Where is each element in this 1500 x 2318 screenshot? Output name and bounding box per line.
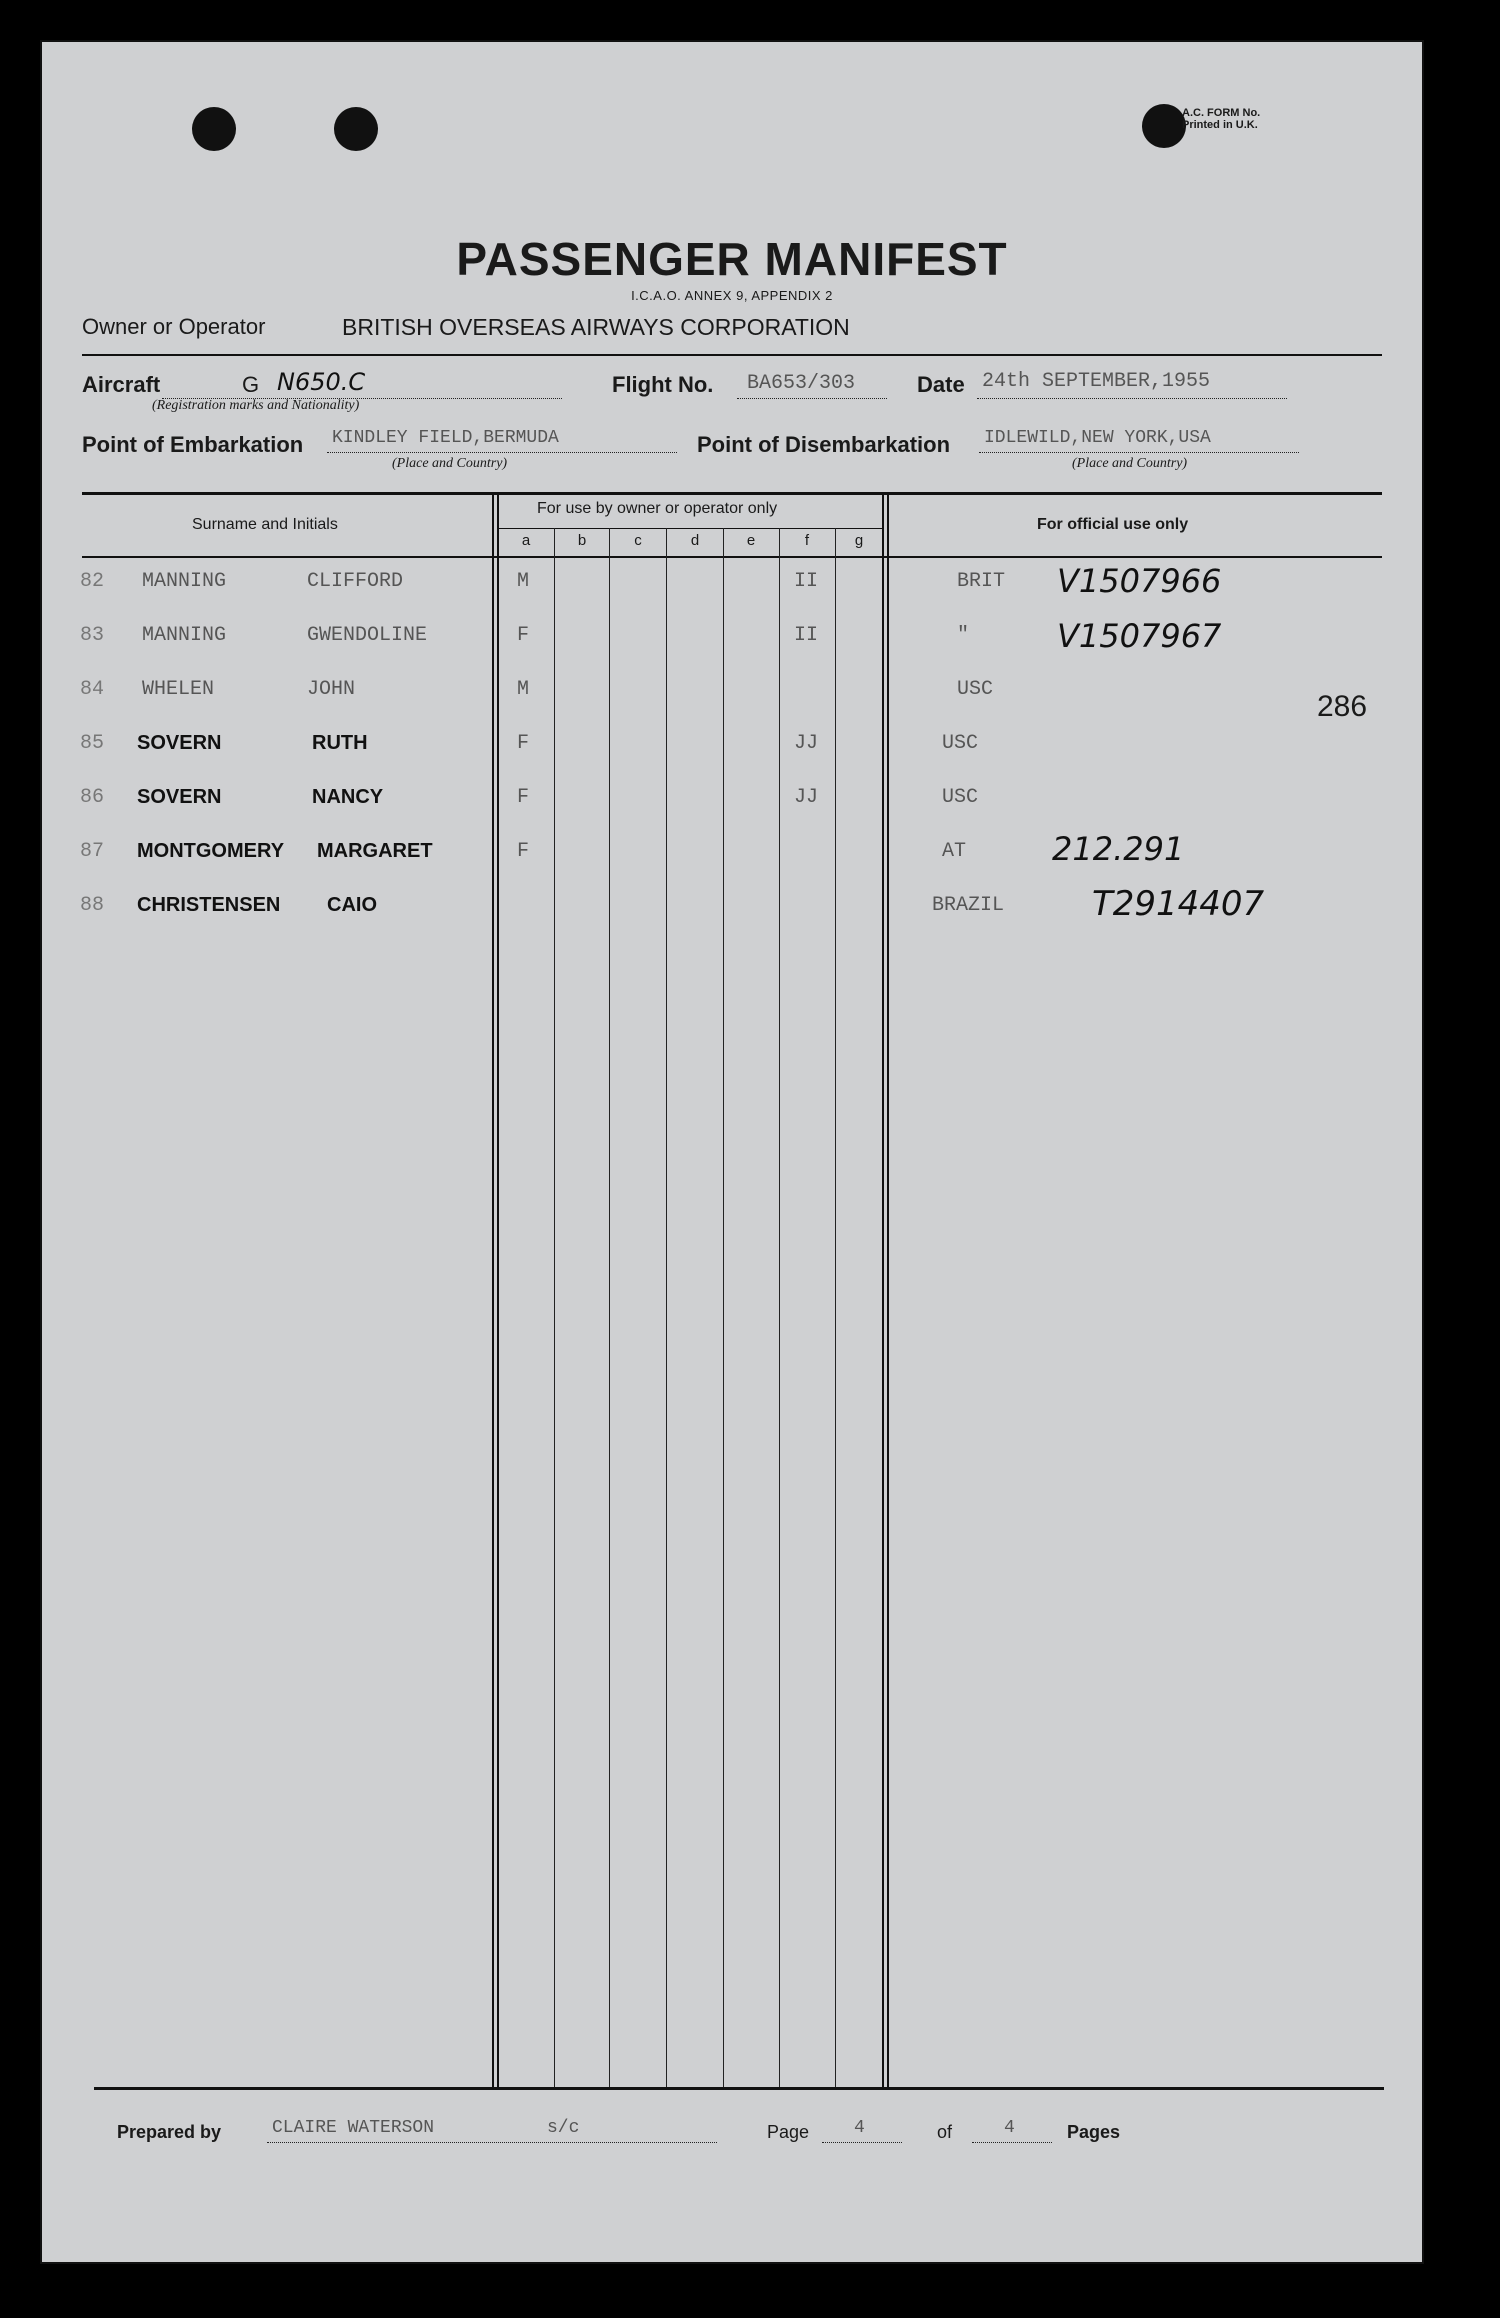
divider — [82, 354, 1382, 356]
prepared-label: Prepared by — [117, 2122, 222, 2142]
owner-label: Owner or Operator — [82, 314, 266, 339]
row-official-note: 212.291 — [1052, 830, 1185, 868]
col-header-official: For official use only — [1037, 516, 1189, 533]
row-col-f: JJ — [794, 786, 819, 809]
embarkation-caption: (Place and Country) — [392, 456, 508, 471]
row-col-a: F — [517, 732, 530, 755]
row-number: 82 — [80, 570, 105, 593]
row-official-note: V1507967 — [1057, 617, 1222, 655]
row-number: 86 — [80, 786, 105, 809]
printed-stamp: A.C. FORM No. Printed in U.K. — [1182, 107, 1261, 131]
flight-underline — [737, 398, 887, 399]
date-label: Date — [917, 372, 965, 397]
row-given-name: RUTH — [312, 732, 368, 754]
disembarkation-value: IDLEWILD,NEW YORK,USA — [984, 428, 1211, 448]
disembarkation-underline — [979, 452, 1299, 453]
subcol-divider — [666, 528, 667, 2087]
embarkation-underline — [327, 452, 677, 453]
date-value: 24th SEPTEMBER,1955 — [982, 370, 1211, 393]
row-official: AT — [942, 840, 967, 863]
row-official-note: T2914407 — [1092, 884, 1265, 924]
subcol-divider — [609, 528, 610, 2087]
punch-hole — [192, 107, 236, 151]
row-official: BRIT — [957, 570, 1006, 593]
row-official: USC — [957, 678, 994, 701]
embarkation-label: Point of Embarkation — [82, 432, 304, 457]
disembarkation-label: Point of Disembarkation — [697, 432, 951, 457]
row-surname: SOVERN — [137, 786, 222, 808]
subcol-c: c — [634, 532, 642, 549]
row-number: 87 — [80, 840, 105, 863]
of-value: 4 — [1004, 2118, 1015, 2138]
table-header-bottom — [82, 556, 1382, 558]
row-number: 84 — [80, 678, 105, 701]
page-subtitle: I.C.A.O. ANNEX 9, APPENDIX 2 — [631, 288, 833, 303]
table-col-divider — [882, 492, 884, 2087]
table-bottom-border — [94, 2087, 1384, 2090]
row-surname: MANNING — [142, 570, 227, 593]
table-col-divider — [887, 492, 889, 2087]
row-number: 88 — [80, 894, 105, 917]
row-col-a: F — [517, 840, 530, 863]
row-surname: CHRISTENSEN — [137, 894, 281, 916]
of-label: of — [937, 2122, 953, 2142]
subcol-g: g — [854, 532, 864, 549]
table-col-divider — [497, 492, 499, 2087]
row-given-name: CAIO — [327, 894, 377, 916]
page-underline — [822, 2142, 902, 2143]
flight-value: BA653/303 — [747, 372, 856, 395]
row-col-f: II — [794, 570, 819, 593]
row-number: 85 — [80, 732, 105, 755]
row-col-f: JJ — [794, 732, 819, 755]
prepared-underline — [267, 2142, 717, 2143]
row-official: USC — [942, 786, 979, 809]
subcol-b: b — [577, 532, 587, 549]
date-underline — [977, 398, 1287, 399]
subcol-d: d — [690, 532, 700, 549]
row-given-name: MARGARET — [317, 840, 433, 862]
row-given-name: JOHN — [307, 678, 356, 701]
subcol-divider — [554, 528, 555, 2087]
row-surname: WHELEN — [142, 678, 215, 701]
of-underline — [972, 2142, 1052, 2143]
pages-label: Pages — [1067, 2122, 1121, 2142]
row-official: BRAZIL — [932, 894, 1005, 917]
punch-hole — [1142, 104, 1186, 148]
subcol-divider — [723, 528, 724, 2087]
owner-value: BRITISH OVERSEAS AIRWAYS CORPORATION — [342, 314, 850, 340]
row-surname: MONTGOMERY — [137, 840, 285, 862]
row-given-name: CLIFFORD — [307, 570, 404, 593]
table-col-divider — [492, 492, 494, 2087]
aircraft-caption: (Registration marks and Nationality) — [152, 398, 360, 413]
side-number: 286 — [1317, 690, 1368, 723]
row-given-name: GWENDOLINE — [307, 624, 428, 647]
page-value: 4 — [854, 2118, 865, 2138]
aircraft-value: N650.C — [277, 368, 366, 396]
row-given-name: NANCY — [312, 786, 384, 808]
row-surname: SOVERN — [137, 732, 222, 754]
row-col-a: F — [517, 624, 530, 647]
row-col-a: F — [517, 786, 530, 809]
row-number: 83 — [80, 624, 105, 647]
prepared-suffix: s/c — [547, 2118, 580, 2138]
aircraft-label: Aircraft — [82, 372, 161, 397]
row-col-a: M — [517, 570, 530, 593]
aircraft-prefix: G — [242, 372, 260, 397]
subcol-a: a — [521, 532, 531, 549]
subcol-e: e — [746, 532, 756, 549]
row-surname: MANNING — [142, 624, 227, 647]
row-official: " — [957, 624, 970, 647]
row-official-note: V1507966 — [1057, 562, 1222, 600]
col-header-name: Surname and Initials — [192, 516, 338, 533]
row-col-f: II — [794, 624, 819, 647]
punch-hole — [334, 107, 378, 151]
subcol-divider — [779, 528, 780, 2087]
row-official: USC — [942, 732, 979, 755]
manifest-page — [40, 40, 1424, 2264]
embarkation-value: KINDLEY FIELD,BERMUDA — [332, 428, 559, 448]
page-title: PASSENGER MANIFEST — [456, 233, 1008, 285]
disembarkation-caption: (Place and Country) — [1072, 456, 1188, 471]
table-top-border — [82, 492, 1382, 495]
subcol-f: f — [804, 532, 810, 549]
subcol-divider — [835, 528, 836, 2087]
flight-label: Flight No. — [612, 372, 714, 397]
row-col-a: M — [517, 678, 530, 701]
page-label: Page — [767, 2122, 810, 2142]
col-header-owner: For use by owner or operator only — [537, 500, 778, 517]
prepared-value: CLAIRE WATERSON — [272, 2118, 435, 2138]
